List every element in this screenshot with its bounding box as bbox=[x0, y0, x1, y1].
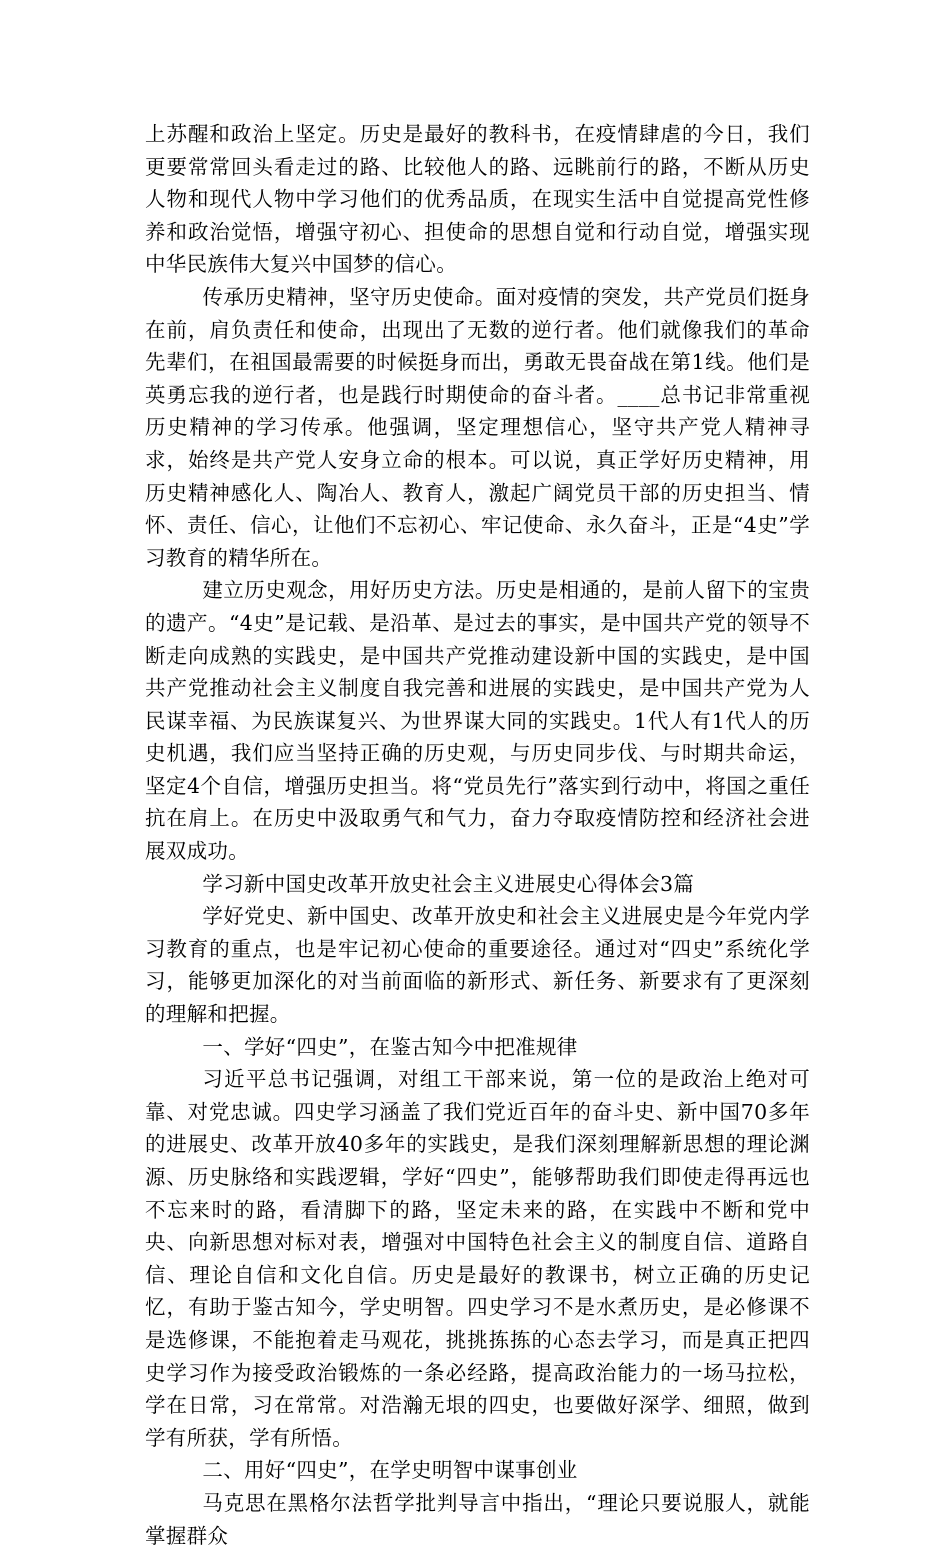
heading-one: 一、学好“四史”，在鉴古知今中把准规律 bbox=[202, 1034, 578, 1059]
paragraph-6: 马克思在黑格尔法哲学批判导言中指出，“理论只要说服人，就能掌握群众 bbox=[145, 1490, 810, 1548]
document-body bbox=[145, 118, 810, 1552]
paragraph-5: 习近平总书记强调，对组工干部来说，第一位的是政治上绝对可靠、对党忠诚。四史学习涵盖了我们党近百年的奋斗史、新中国70多年的进展史、改革开放40多年的实践史，是我们深刻理解新思想的理论渊源、历史脉络和实践逻辑，学好“四史”，能够帮助我们即使走得再远也不忘来时的路，看清脚下的路，坚定未来的路，在实践中不断和党中央、向新思想对标对表，增强对中国特色社会主义的制度自信、道路自信、理论自信和文化自信。历史是最好的教课书，树立正确的历史记忆，有助于鉴古知今，学史明智。四史学习不是水煮历史，是必修课不是选修课，不能抱着走马观花，挑挑拣拣的心态去学习，而是真正把四史学习作为接受政治锻炼的一条必经路，提高政治能力的一场马拉松，学在日常，习在常常。对浩瀚无垠的四史，也要做好深学、细照，做到学有所获，学有所悟。 bbox=[145, 1067, 810, 1450]
paragraph-1: 上苏醒和政治上坚定。历史是最好的教科书，在疫情肆虐的今日，我们更要常常回头看走过的路、比较他人的路、远眺前行的路，不断从历史人物和现代人物中学习他们的优秀品质，在现实生活中自觉提高党性修养和政治觉悟，增强守初心、担使命的思想自觉和行动自觉，增强实现中华民族伟大复兴中国梦的信心。 bbox=[145, 122, 810, 277]
paragraph-2: 传承历史精神，坚守历史使命。面对疫情的突发，共产党员们挺身在前，肩负责任和使命，出现出了无数的逆行者。他们就像我们的革命先辈们，在祖国最需要的时候挺身而出，勇敢无畏奋战在第1线。他们是英勇忘我的逆行者，也是践行时期使命的奋斗者。____总书记非常重视历史精神的学习传承。他强调，坚定理想信心，坚守共产党人精神寻求，始终是共产党人安身立命的根本。可以说，真正学好历史精神，用历史精神感化人、陶冶人、教育人，激起广阔党员干部的历史担当、情怀、责任、信心，让他们不忘初心、牢记使命、永久奋斗，正是“4史”学习教育的精华所在。 bbox=[145, 284, 810, 570]
section-title: 学习新中国史改革开放史社会主义进展史心得体会3篇 bbox=[202, 871, 695, 896]
heading-two: 二、用好“四史”，在学史明智中谋事创业 bbox=[202, 1458, 578, 1483]
paragraph-3: 建立历史观念，用好历史方法。历史是相通的，是前人留下的宝贵的遗产。“4史”是记载、是沿革、是过去的事实，是中国共产党的领导不断走向成熟的实践史，是中国共产党推动建设新中国的实践史，是中国共产党推动社会主义制度自我完善和进展的实践史，是中国共产党为人民谋幸福、为民族谋复兴、为世界谋大同的实践史。1代人有1代人的历史机遇，我们应当坚持正确的历史观，与历史同步伐、与时期共命运，坚定4个自信，增强历史担当。将“党员先行”落实到行动中，将国之重任抗在肩上。在历史中汲取勇气和气力，奋力夺取疫情防控和经济社会进展双成功。 bbox=[145, 578, 810, 864]
paragraph-4: 学好党史、新中国史、改革开放史和社会主义进展史是今年党内学习教育的重点，也是牢记初心使命的重要途径。通过对“四史”系统化学习，能够更加深化的对当前面临的新形式、新任务、新要求有了更深刻的理解和把握。 bbox=[145, 904, 810, 1027]
